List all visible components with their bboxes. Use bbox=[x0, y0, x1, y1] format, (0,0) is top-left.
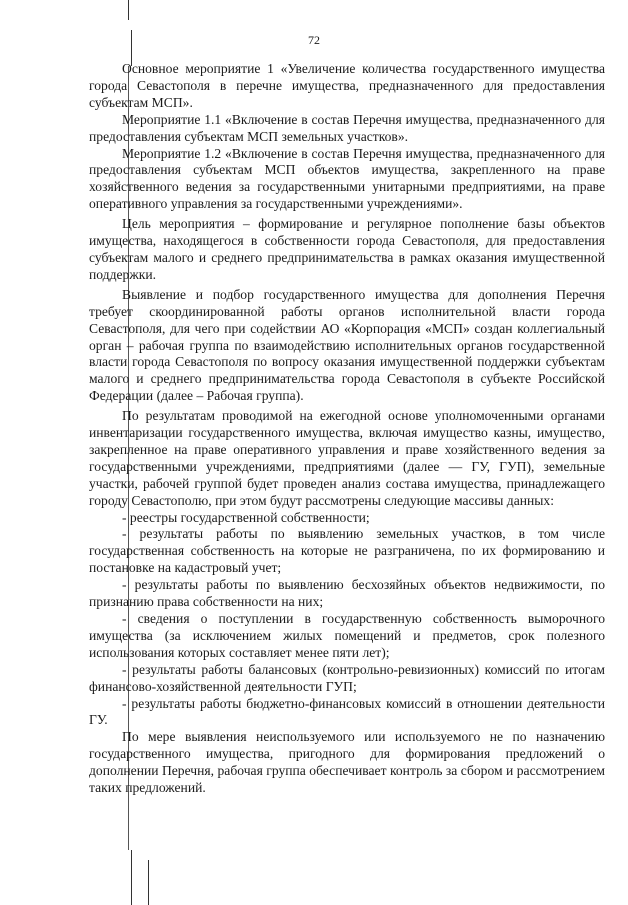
list-item: - результаты работы по выявлению бесхозяйных объектов недвижимости, по признанию права собственности на них; bbox=[89, 577, 605, 610]
paragraph: По результатам проводимой на ежегодной основе уполномоченными органами инвентаризации государственного имущества, включая имущество казны, имущество, закрепленное на праве оперативного управления и праве хозяйственного ведения за государственными учреждениями, предприятиями (далее — ГУ, ГУП), земельные участки, рабочей группой будет проведен анализ состава имущества, принадлежащего городу Севастополю, при этом будут рассмотрены следующие массивы данных: bbox=[89, 408, 605, 508]
paragraph: Основное мероприятие 1 «Увеличение количества государственного имущества города Севастополя в перечне имущества, предназначенного для предоставления субъектам МСП». bbox=[89, 61, 605, 110]
list-item: - результаты работы по выявлению земельных участков, в том числе государственная собственность на которые не разграничена, по их формированию и постановке на кадастровый учет; bbox=[89, 526, 605, 576]
document-body bbox=[89, 61, 605, 797]
paragraph: По мере выявления неиспользуемого или используемого не по назначению государственного имущества, пригодного для формирования предложений о дополнении Перечня, рабочая группа обеспечивает контроль за сбором и рассмотрением таких предложений. bbox=[89, 729, 605, 796]
list-item: - результаты работы бюджетно-финансовых комиссий в отношении деятельности ГУ. bbox=[89, 695, 605, 728]
paragraph: Выявление и подбор государственного имущества для дополнения Перечня требует скоординированной работы органов исполнительной власти города Севастополя, для чего при содействии АО «Корпорация «МСП» создан коллегиальный орган – рабочая группа по взаимодействию исполнительных органов государственной власти города Севастополя по вопросу оказания имущественной поддержки субъектам малого и среднего предпринимательства города Севастополя в субъекте Российской Федерации (далее – Рабочая группа). bbox=[89, 286, 605, 404]
scan-artifact-line bbox=[131, 850, 132, 905]
paragraph: Мероприятие 1.2 «Включение в состав Перечня имущества, предназначенного для предоставления субъектам МСП объектов имущества, закрепленного на праве хозяйственного ведения за государственными унитарными предприятиями, на праве оперативного управления за государственными учреждениями». bbox=[89, 145, 605, 212]
list-item: - сведения о поступлении в государственную собственность выморочного имущества (за исключением жилых помещений и предметов, срок полезного использования которых составляет менее пяти лет); bbox=[89, 611, 605, 660]
list-item: - результаты работы балансовых (контрольно-ревизионных) комиссий по итогам финансово-хозяйственной деятельности ГУП; bbox=[89, 661, 605, 694]
list-item: - реестры государственной собственности; bbox=[122, 509, 370, 525]
paragraph: Цель мероприятия – формирование и регулярное пополнение базы объектов имущества, находящегося в собственности города Севастополя, для предоставления субъектам малого и среднего предпринимательства в рамках оказания имущественной поддержки. bbox=[89, 216, 605, 282]
scan-artifact-line bbox=[128, 0, 129, 20]
paragraph: Мероприятие 1.1 «Включение в состав Перечня имущества, предназначенного для предоставления субъектам МСП земельных участков». bbox=[89, 111, 605, 144]
page-number: 72 bbox=[308, 33, 320, 47]
scan-artifact-line bbox=[148, 860, 149, 905]
